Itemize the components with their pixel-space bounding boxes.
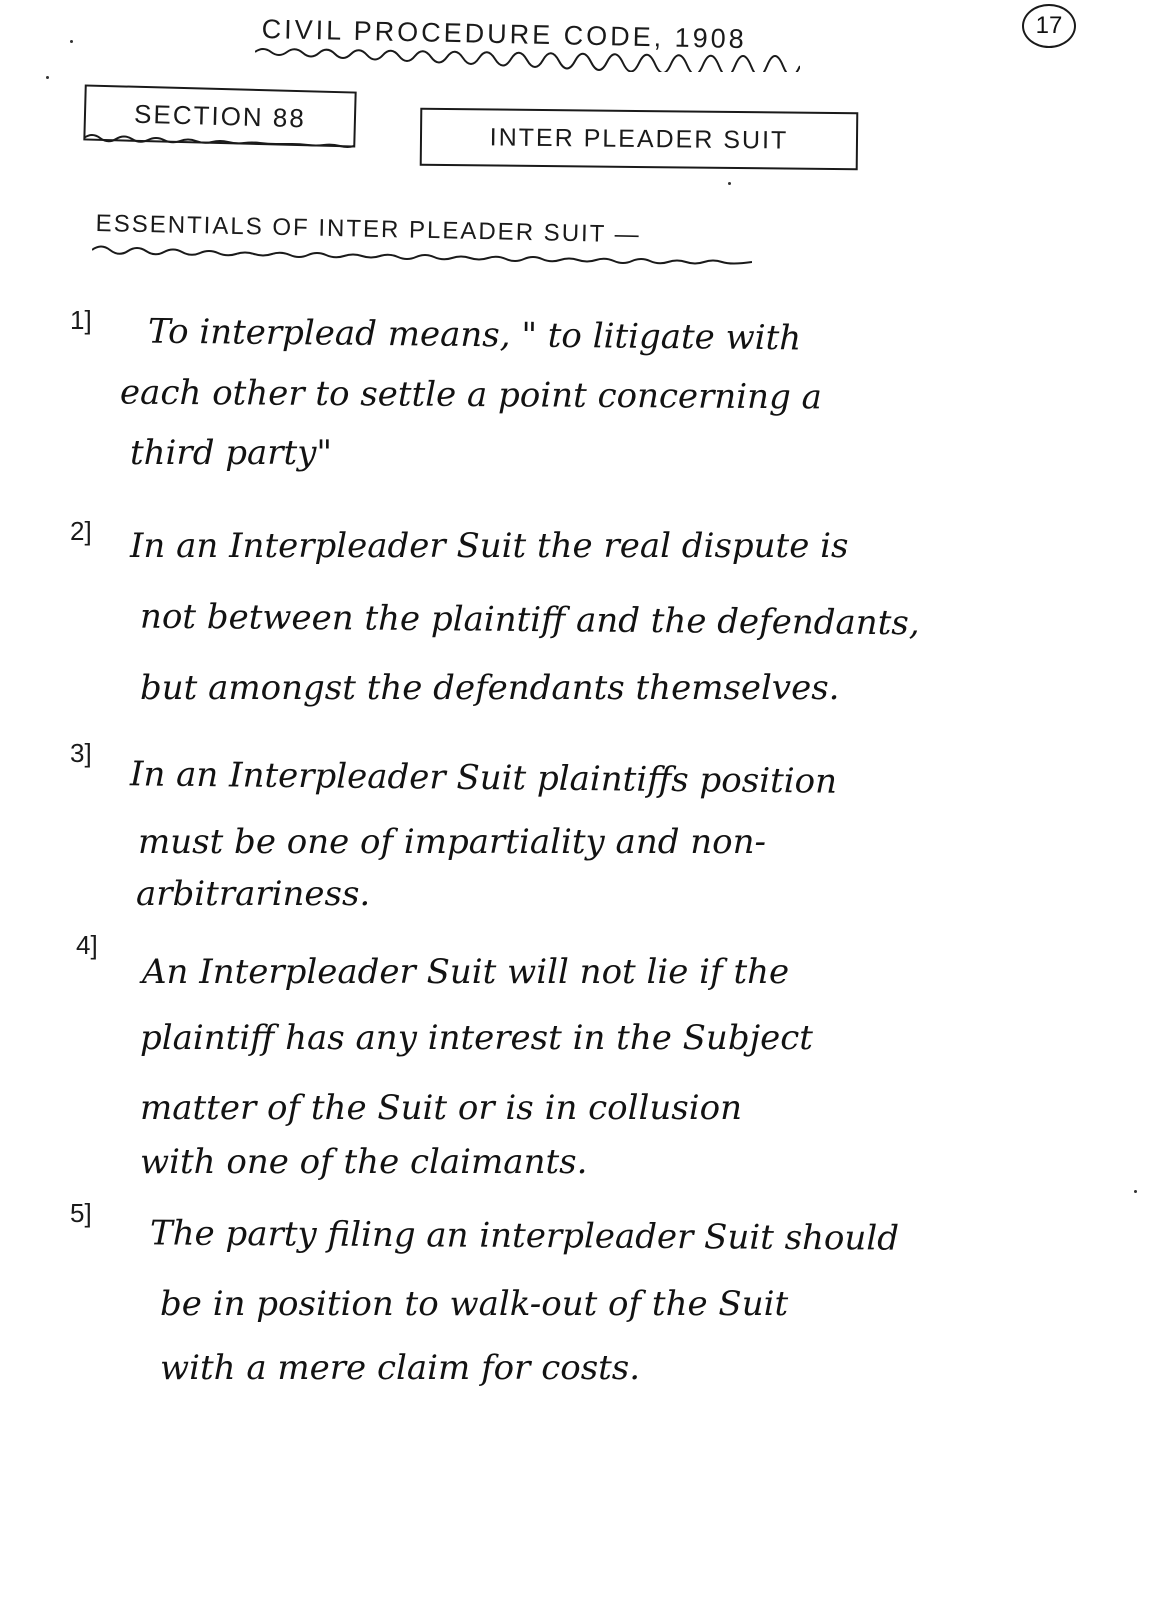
section-label: SECTION 88: [83, 84, 356, 147]
section-underline: [84, 132, 354, 152]
scan-speck: [46, 76, 49, 79]
essential-point-5: [70, 1198, 1110, 1418]
point-line: be in position to walk-out of the Suit: [160, 1284, 789, 1324]
essential-point-1: [70, 305, 1110, 485]
point-number: 1]: [70, 305, 92, 335]
heading-underline: [92, 240, 752, 268]
point-number: 5]: [70, 1198, 92, 1228]
scan-speck: [1134, 1190, 1137, 1193]
title-underline: [255, 44, 800, 72]
point-line: An Interpleader Suit will not lie if the: [142, 952, 790, 992]
essential-point-3: [70, 738, 1110, 918]
point-line: each other to settle a point concerning a: [119, 372, 823, 418]
scan-speck: [728, 182, 731, 185]
point-line: with a mere claim for costs.: [160, 1348, 641, 1388]
point-line: plaintiff has any interest in the Subject: [140, 1018, 813, 1058]
point-line: with one of the claimants.: [140, 1142, 588, 1182]
point-line: third party": [130, 433, 333, 473]
page-title: CIVIL PROCEDURE CODE, 1908: [261, 14, 748, 55]
point-line: must be one of impartiality and non-: [138, 822, 767, 862]
point-line: not between the plaintiff and the defendants,: [139, 596, 920, 644]
essential-point-2: [70, 510, 1110, 710]
point-number: 2]: [70, 516, 92, 546]
point-line: To interplead means, " to litigate with: [147, 311, 802, 359]
point-line: arbitrariness.: [136, 874, 371, 914]
essential-point-4: [70, 930, 1110, 1190]
point-number: 3]: [70, 738, 92, 768]
page-number: 17: [1022, 4, 1076, 48]
point-line: In an Interpleader Suit the real dispute is: [130, 526, 849, 566]
point-line: but amongst the defendants themselves.: [140, 668, 840, 708]
point-number: 4]: [76, 930, 98, 960]
point-line: In an Interpleader Suit plaintiffs position: [129, 754, 838, 802]
essentials-heading: ESSENTIALS OF INTER PLEADER SUIT —: [95, 210, 641, 249]
scan-speck: [70, 40, 73, 43]
point-line: matter of the Suit or is in collusion: [140, 1088, 742, 1128]
suit-title: INTER PLEADER SUIT: [420, 108, 859, 171]
point-line: The party filing an interpleader Suit should: [149, 1213, 900, 1259]
